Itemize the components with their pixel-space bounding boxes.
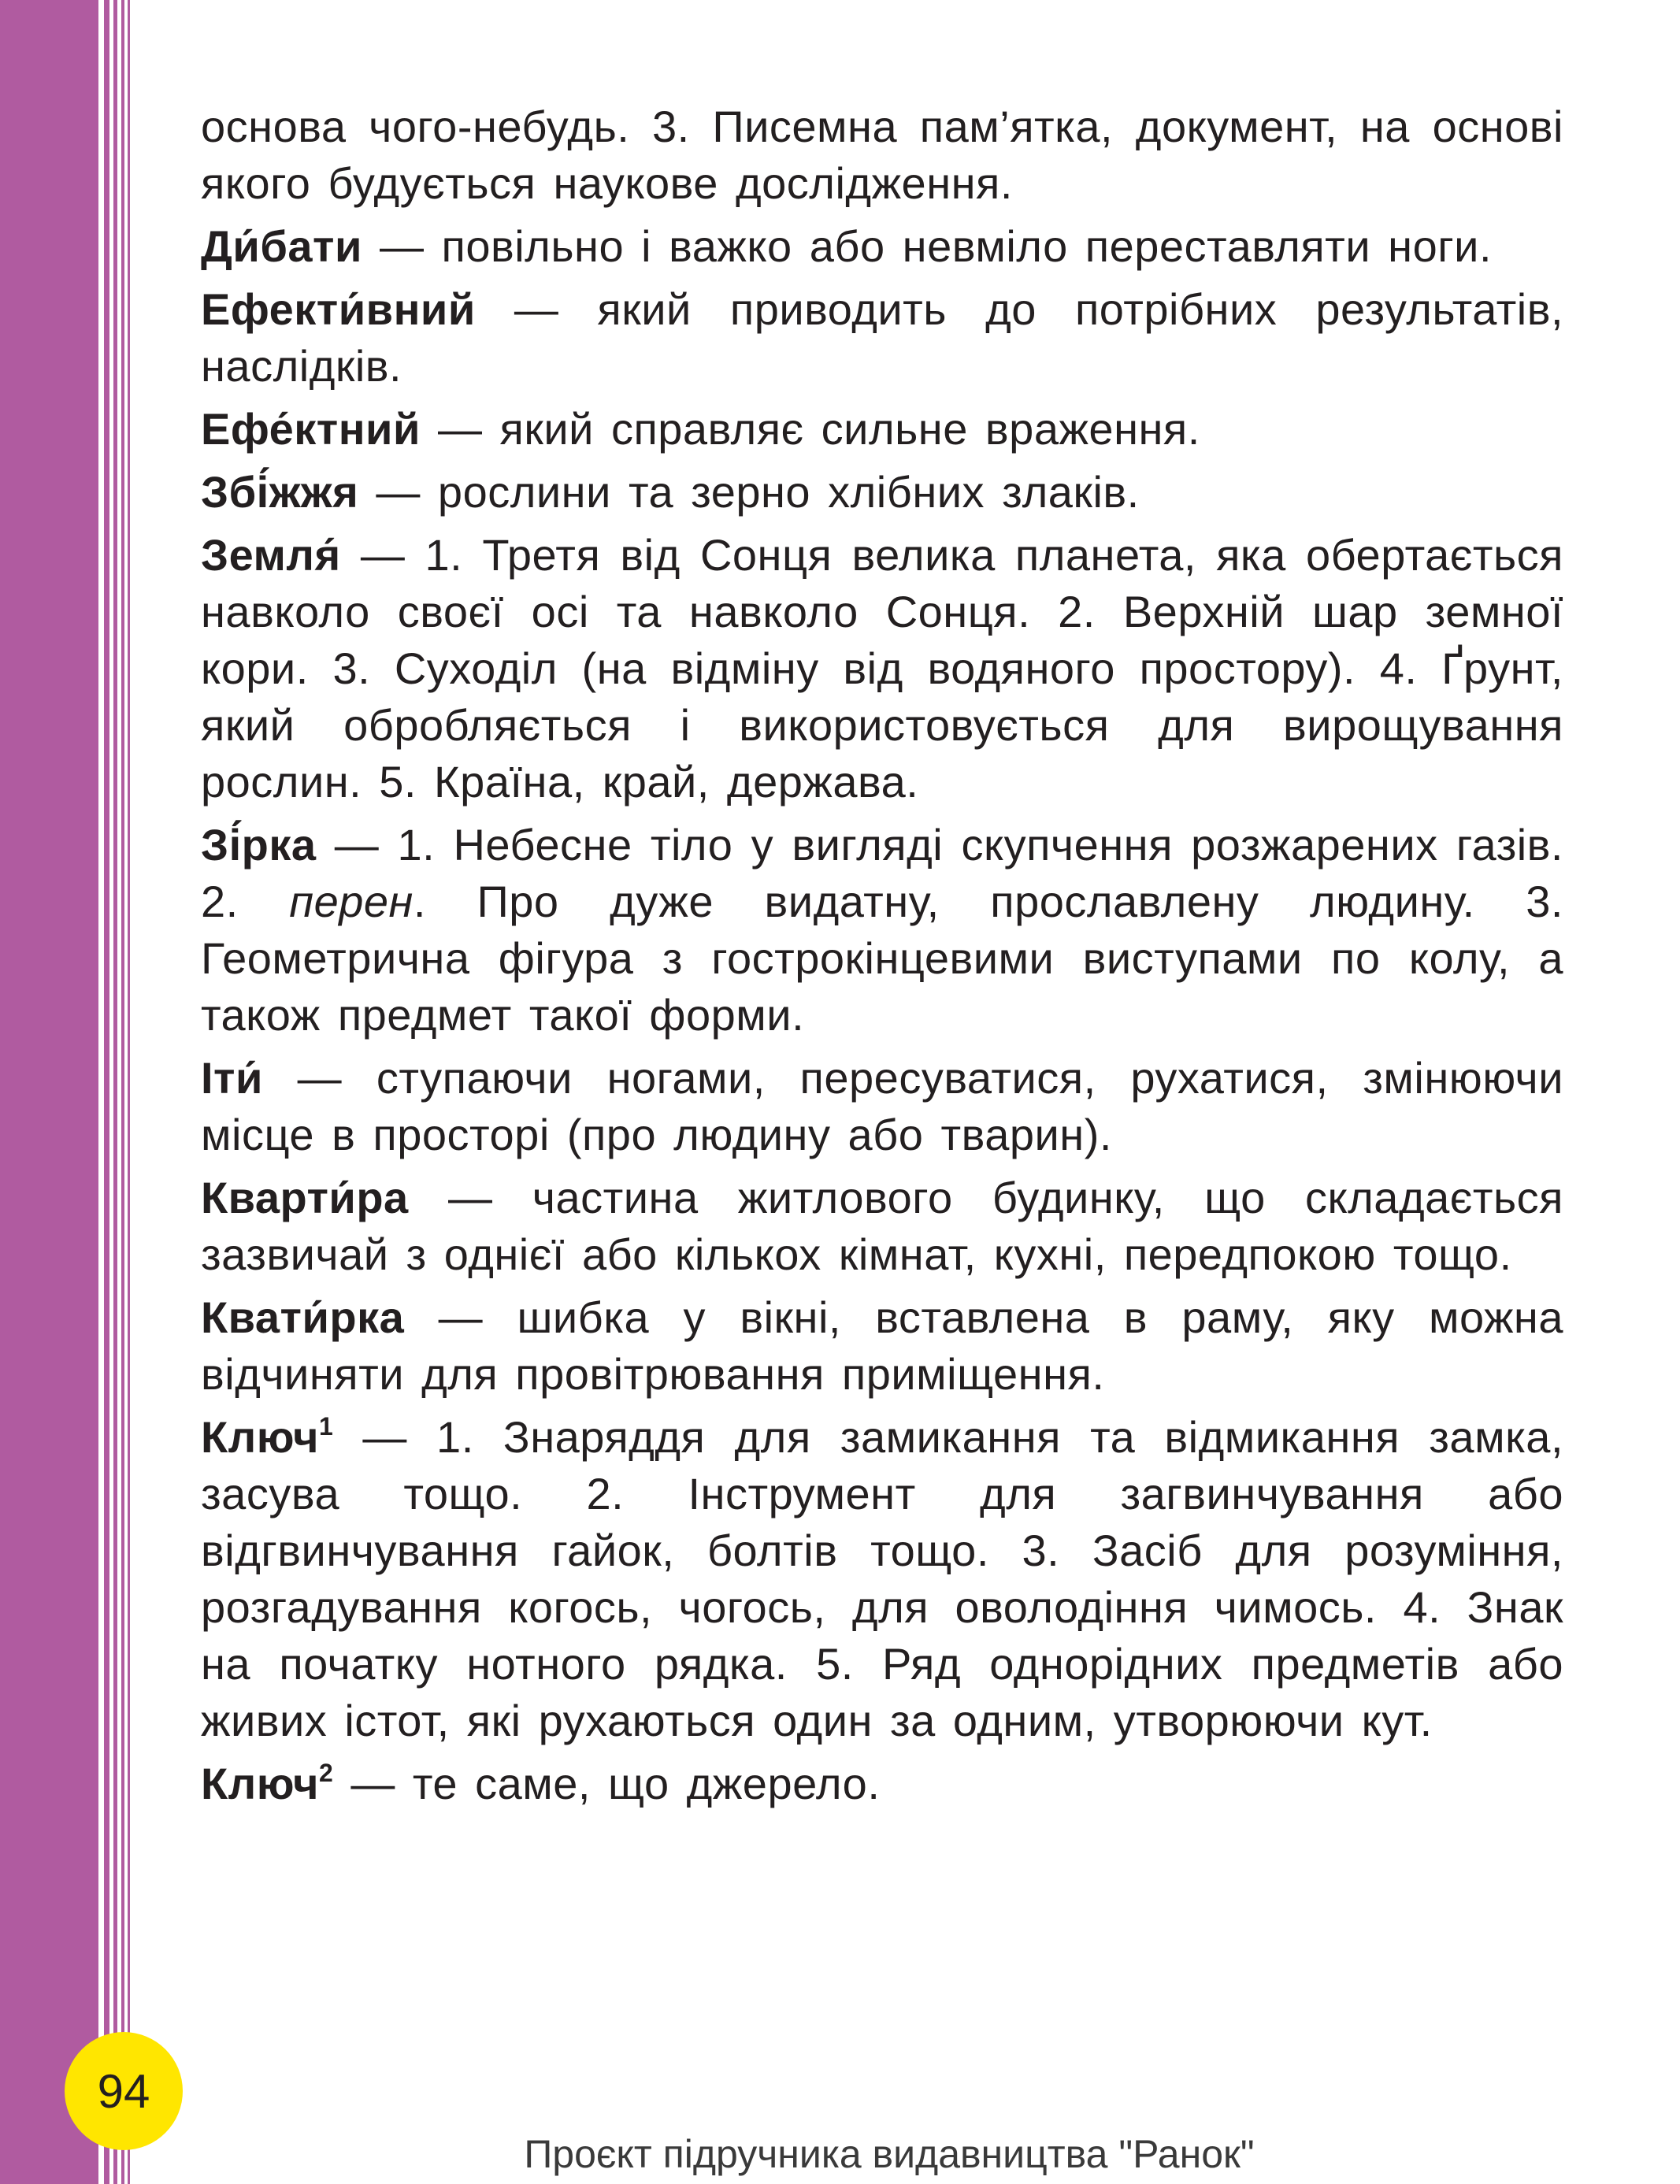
dictionary-entry	[201, 1050, 1563, 1163]
definition-text: — частина житлового будинку, що складається зазвичай з однієї або кількох кімнат, кухні, передпокою тощо.	[201, 1173, 1563, 1279]
dictionary-entry	[201, 1756, 1563, 1812]
side-stripe	[128, 0, 130, 2184]
definition-text: — рослини та зерно хлібних злаків.	[358, 467, 1140, 517]
side-color-band	[0, 0, 98, 2184]
entry-term: Ефе́ктний	[201, 404, 421, 454]
dictionary-entry	[201, 464, 1563, 521]
definition-text: . Про дуже видатну, прославлену людину. 3. Геометрична фігура з гострокінцевими виступами по колу, а також предмет такої форми.	[201, 877, 1563, 1040]
definition-text: — 1. Небесне тіло у вигляді скупчення розжарених газів. 2.	[201, 820, 1563, 926]
definition-text: — який приводить до потрібних результатів, наслідків.	[201, 284, 1563, 391]
side-stripe	[104, 0, 109, 2184]
entry-term: Земля́	[201, 530, 341, 580]
usage-note: перен	[289, 877, 414, 926]
term-word: Ключ	[201, 1759, 319, 1808]
dictionary-entry	[201, 218, 1563, 275]
entry-term: Збі́жжя	[201, 467, 359, 517]
footer-note: Проєкт підручника видавництва "Ранок"	[524, 2132, 1255, 2176]
definition-text: — 1. Знаряддя для замикання та відмикання замка, засува тощо. 2. Інструмент для загвинчування або відгвинчування гайок, болтів тощо. 3. Засіб для розуміння, розгадування когось, чогось, для оволодіння чимось. 4. Знак на початку нотного рядка. 5. Ряд однорідних предметів або живих істот, які рухаються один за одним, утворюючи кут.	[201, 1412, 1563, 1745]
entry-term: Зі́рка	[201, 820, 317, 870]
entry-term: Кварти́ра	[201, 1173, 409, 1222]
side-stripe	[121, 0, 124, 2184]
homonym-index: 1	[318, 1412, 334, 1441]
entry-term: Ефекти́вний	[201, 284, 476, 334]
side-stripe	[113, 0, 117, 2184]
dictionary-entry	[201, 1170, 1563, 1283]
dictionary-entry	[201, 527, 1563, 810]
definition-text: — який справляє сильне враження.	[420, 404, 1200, 454]
dictionary-content	[201, 98, 1563, 1819]
dictionary-entry	[201, 1289, 1563, 1403]
definition-text: — ступаючи ногами, пересуватися, рухатися, змінюючи місце в просторі (про людину або тварин).	[201, 1053, 1563, 1159]
homonym-index: 2	[318, 1759, 334, 1787]
dictionary-entry	[201, 401, 1563, 458]
dictionary-entry	[201, 1409, 1563, 1749]
entry-term: Квати́рка	[201, 1292, 405, 1342]
dictionary-entry	[201, 281, 1563, 395]
definition-text: — шибка у вікні, вставлена в раму, яку можна відчиняти для провітрювання приміщення.	[201, 1292, 1563, 1399]
dictionary-entry	[201, 98, 1563, 212]
definition-text: — 1. Третя від Сонця велика планета, яка обертається навколо своєї осі та навколо Сонця. 2. Верхній шар земної кори. 3. Суходіл (на відміну від водяного простору). 4. Ґрунт, який обробляється і використовується для вирощування рослин. 5. Країна, край, держава.	[201, 530, 1563, 806]
page-number: 94	[97, 2064, 150, 2118]
entry-term: Іти́	[201, 1053, 263, 1103]
definition-text: основа чого-небудь. 3. Писемна пам’ятка, документ, на основі якого будується наукове дослідження.	[201, 102, 1563, 208]
term-word: Ключ	[201, 1412, 319, 1462]
dictionary-entry	[201, 817, 1563, 1044]
entry-term	[201, 1759, 333, 1808]
definition-text: — те саме, що джерело.	[333, 1759, 881, 1808]
entry-term: Ди́бати	[201, 221, 362, 271]
entry-term	[201, 1412, 333, 1462]
definition-text: — повільно і важко або невміло переставляти ноги.	[362, 221, 1492, 271]
